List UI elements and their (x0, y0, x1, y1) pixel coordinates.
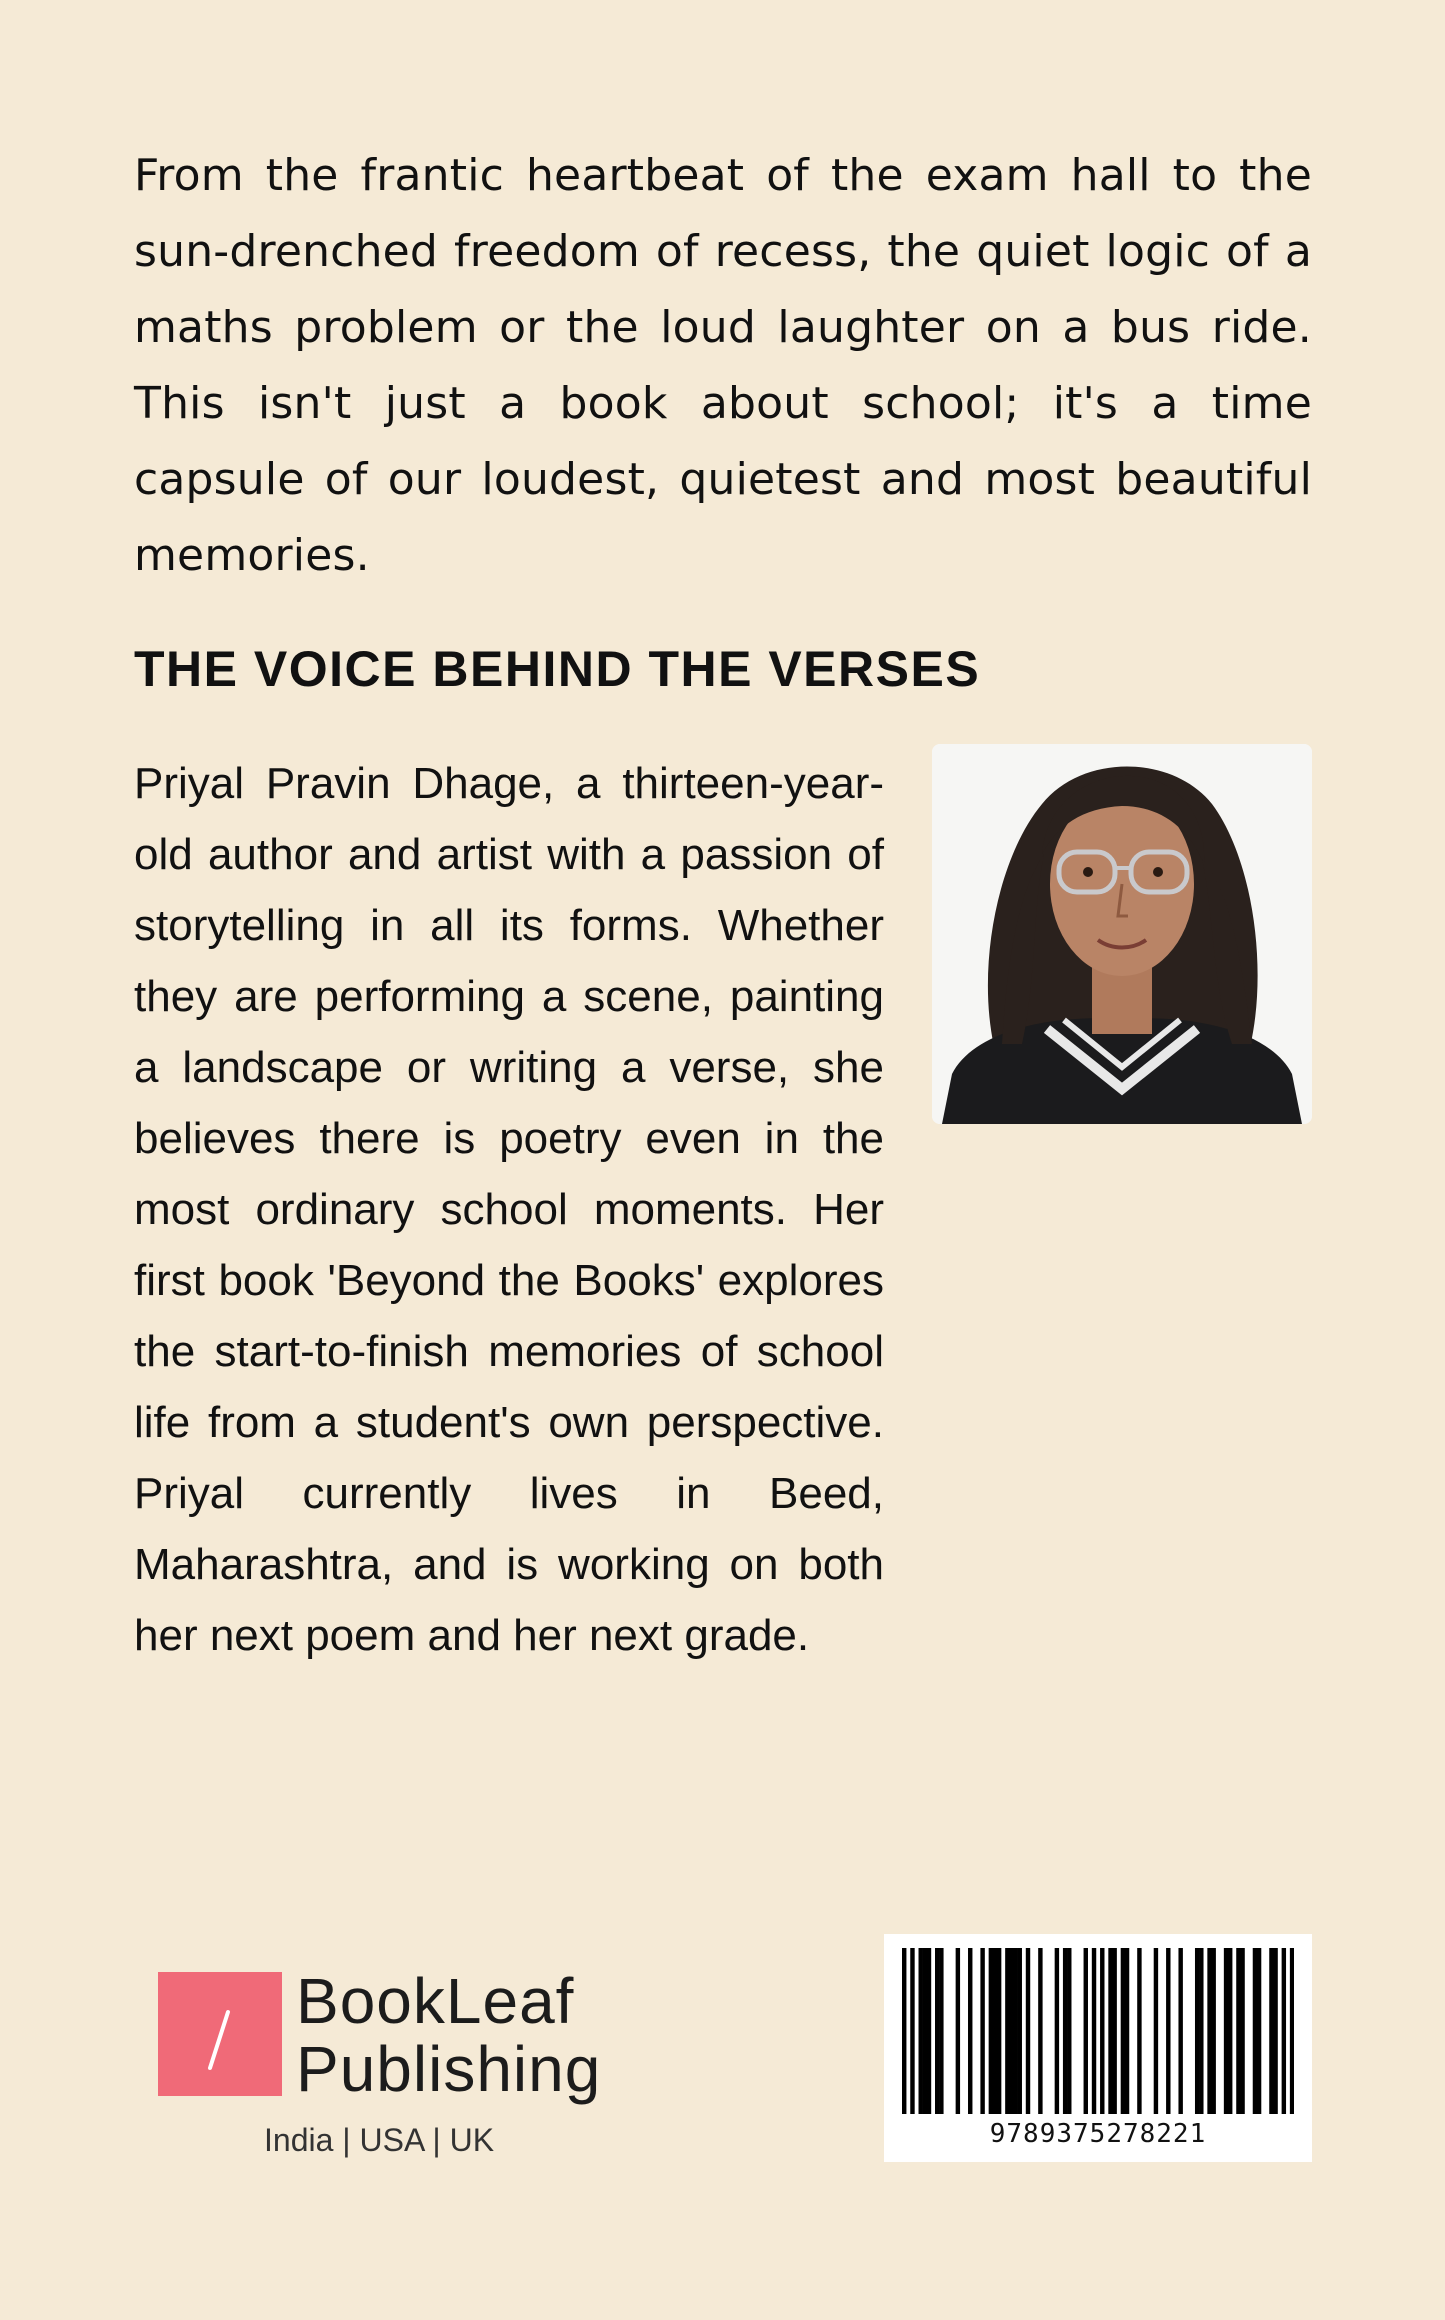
barcode-bar (1092, 1948, 1096, 2114)
barcode-bar (939, 1948, 943, 2114)
barcode-bar (989, 1948, 993, 2114)
barcode-bar (1063, 1948, 1067, 2114)
barcode-bar (927, 1948, 931, 2114)
barcode-bar (1125, 1948, 1129, 2114)
barcode-bar (1038, 1948, 1042, 2114)
publisher-regions: India | USA | UK (264, 2122, 495, 2158)
isbn-number: 9789375278221 (989, 2119, 1207, 2149)
barcode-bar (993, 1948, 997, 2114)
barcode-bar (1154, 1948, 1158, 2114)
barcode-bar (1137, 1948, 1141, 2114)
barcode-bar (1026, 1948, 1030, 2114)
barcode-bars (902, 1948, 1294, 2114)
barcode-bar (1100, 1948, 1104, 2114)
barcode-bar (1121, 1948, 1125, 2114)
author-photo (932, 744, 1312, 1124)
barcode-bar (935, 1948, 939, 2114)
publisher-name-line1: BookLeaf (296, 1965, 575, 2037)
barcode-bar (980, 1948, 984, 2114)
barcode-bar (1018, 1948, 1022, 2114)
slash-icon (158, 1972, 282, 2096)
barcode-bar (1236, 1948, 1240, 2114)
barcode-bar (1112, 1948, 1116, 2114)
barcode-bar (1199, 1948, 1203, 2114)
isbn-barcode (884, 1934, 1312, 2162)
barcode-bar (1009, 1948, 1013, 2114)
barcode-bar (1253, 1948, 1257, 2114)
barcode-bar (1195, 1948, 1199, 2114)
barcode-bar (1257, 1948, 1261, 2114)
barcode-bar (1290, 1948, 1294, 2114)
barcode-bar (956, 1948, 960, 2114)
publisher-logo (158, 1972, 282, 2096)
barcode-bar (1207, 1948, 1211, 2114)
publisher-name-line2: Publishing (296, 2033, 602, 2105)
back-cover-blurb: From the frantic heartbeat of the exam hall to the sun-drenched freedom of recess, the quiet logic of a maths problem or the loud laughter on a bus ride. This isn't just a book about school; it's a time capsule of our loudest, quietest and most beautiful memories. (134, 150, 1312, 581)
barcode-bar (1224, 1948, 1228, 2114)
barcode-bar (1108, 1948, 1112, 2114)
barcode-bar (1282, 1948, 1286, 2114)
barcode-bar (1211, 1948, 1215, 2114)
barcode-bar (1269, 1948, 1273, 2114)
barcode-bar (919, 1948, 923, 2114)
barcode-bar (1084, 1948, 1088, 2114)
barcode-bar (1240, 1948, 1244, 2114)
barcode-bar (1005, 1948, 1009, 2114)
barcode-bar (910, 1948, 914, 2114)
barcode-bar (1166, 1948, 1170, 2114)
author-bio: Priyal Pravin Dhage, a thirteen-year-old author and artist with a passion of storytelling in all its forms. Whether they are performing a scene, painting a landscape or writing a verse, she believes there is poetry even in the most ordinary school moments. Her first book 'Beyond the Books' explores the start-to-finish memories of school life from a student's own perspective. Priyal currently lives in Beed, Maharashtra, and is working on both her next poem and her next grade. (134, 759, 884, 1660)
barcode-bar (997, 1948, 1001, 2114)
barcode-bar (1067, 1948, 1071, 2114)
barcode-bar (1013, 1948, 1017, 2114)
barcode-bar (1178, 1948, 1182, 2114)
barcode-bar (968, 1948, 972, 2114)
barcode-bar (1273, 1948, 1277, 2114)
section-heading: THE VOICE BEHIND THE VERSES (134, 641, 981, 697)
barcode-bar (923, 1948, 927, 2114)
barcode-bar (1055, 1948, 1059, 2114)
barcode-bar (902, 1948, 906, 2114)
barcode-bar (1228, 1948, 1232, 2114)
